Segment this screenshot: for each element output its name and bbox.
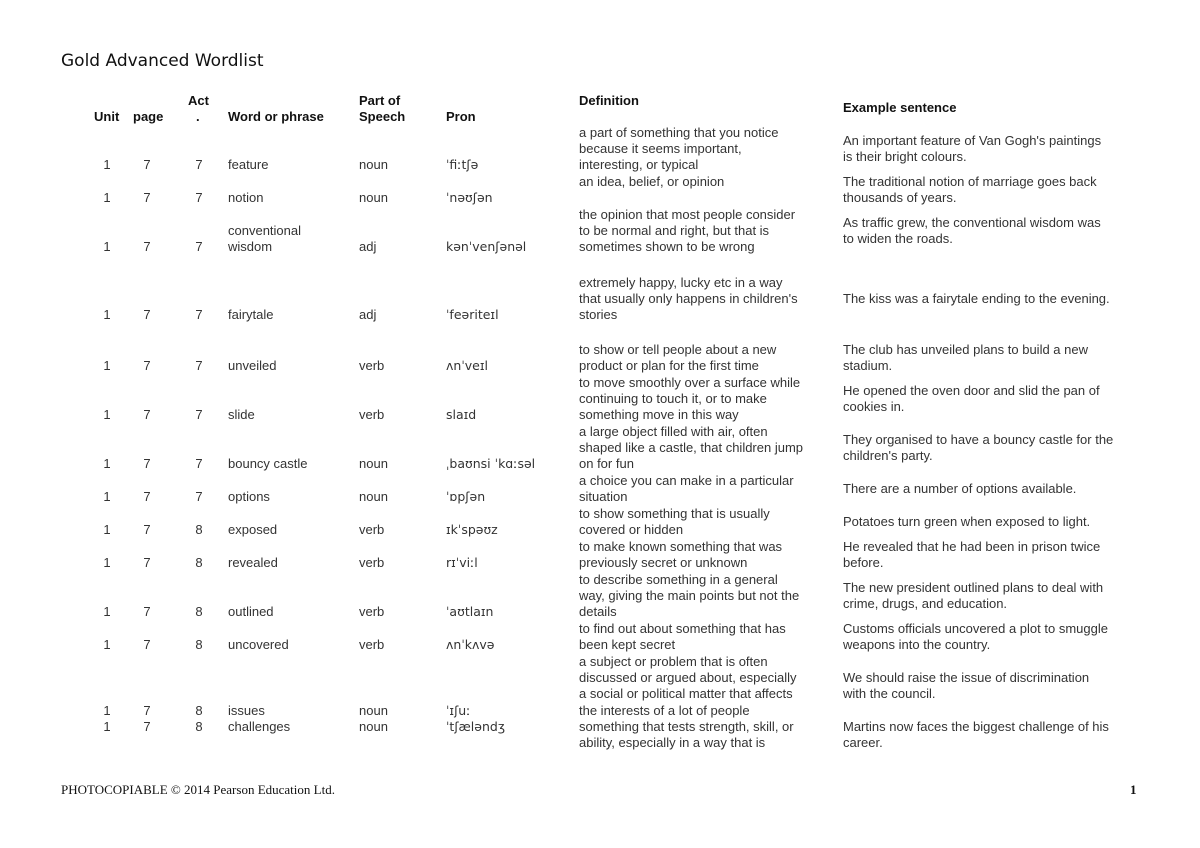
act-cell: 7: [195, 358, 203, 373]
pos-cell: verb: [359, 637, 385, 652]
pron-cell: slaɪd: [446, 407, 477, 422]
unit-cell: 1: [103, 555, 111, 570]
definition-line: covered or hidden: [579, 522, 684, 538]
word-cell: conventional wisdom: [228, 222, 301, 254]
pos-cell: verb: [359, 522, 385, 537]
act-cell: 7: [195, 307, 203, 322]
act-cell: 7: [195, 190, 203, 205]
example-line: stadium.: [843, 358, 893, 374]
definition-line: to be normal and right, but that is: [579, 223, 770, 239]
definition-line: on for fun: [579, 456, 634, 472]
word-cell: exposed: [228, 522, 278, 537]
word-cell: uncovered: [228, 637, 289, 652]
example-line: crime, drugs, and education.: [843, 596, 1008, 612]
pos-cell: noun: [359, 190, 388, 205]
word-cell: challenges: [228, 719, 291, 734]
header-word: Word or phrase: [228, 109, 324, 124]
header-page: page: [133, 109, 164, 124]
definition-line: to describe something in a general: [579, 572, 778, 587]
page-cell: 7: [143, 637, 151, 652]
word-cell: fairytale: [228, 307, 274, 322]
unit-cell: 1: [103, 456, 111, 471]
header-act: [188, 93, 209, 125]
header-pos-line2: Speech: [359, 109, 406, 124]
definition-line: continuing to touch it, or to make: [579, 391, 767, 407]
word-cell: issues: [228, 703, 265, 718]
header-act-line2: .: [196, 109, 200, 124]
definition-line: because it seems important,: [579, 141, 742, 157]
definition-line: a part of something that you notice: [579, 125, 779, 140]
pron-cell: ˈaʊtlaɪn: [446, 604, 494, 619]
act-cell: 8: [195, 522, 203, 537]
example-line: to widen the roads.: [843, 231, 953, 247]
definition-line: a subject or problem that is often: [579, 654, 768, 669]
example-line: Martins now faces the biggest challenge of his: [843, 719, 1109, 734]
pos-cell: verb: [359, 604, 385, 619]
unit-cell: 1: [103, 604, 111, 619]
example-line: There are a number of options available.: [843, 481, 1077, 496]
header-pos: [359, 93, 405, 125]
pos-cell: verb: [359, 555, 385, 570]
act-cell: 8: [195, 719, 203, 734]
pron-cell: ʌnˈkʌvə: [446, 637, 495, 652]
header-unit: Unit: [94, 109, 120, 124]
page-cell: 7: [143, 190, 151, 205]
example-line: As traffic grew, the conventional wisdom was: [843, 215, 1101, 230]
act-cell: 8: [195, 604, 203, 619]
unit-cell: 1: [103, 239, 111, 254]
pos-cell: adj: [359, 307, 377, 322]
definition-line: situation: [579, 489, 628, 505]
example-line: with the council.: [843, 686, 936, 702]
page-cell: 7: [143, 522, 151, 537]
pron-cell: rɪˈviːl: [446, 555, 478, 570]
pos-cell: noun: [359, 719, 388, 734]
pos-cell: verb: [359, 358, 385, 373]
definition-line: to show something that is usually: [579, 506, 770, 521]
definition-line: to make known something that was: [579, 539, 783, 554]
word-cell: bouncy castle: [228, 456, 308, 471]
example-line: before.: [843, 555, 884, 571]
pron-cell: ɪkˈspəʊz: [446, 522, 498, 537]
act-cell: 7: [195, 157, 203, 172]
pos-cell: noun: [359, 456, 388, 471]
example-line: An important feature of Van Gogh's paintings: [843, 133, 1102, 148]
definition-line: details: [579, 604, 617, 620]
unit-cell: 1: [103, 719, 111, 734]
pron-cell: ˈnəʊʃən: [446, 190, 493, 205]
pron-cell: ˈtʃæləndʒ: [446, 719, 506, 734]
act-cell: 7: [195, 489, 203, 504]
unit-cell: 1: [103, 407, 111, 422]
page-cell: 7: [143, 456, 151, 471]
page-cell: 7: [143, 719, 151, 734]
page-cell: 7: [143, 407, 151, 422]
definition-line: extremely happy, lucky etc in a way: [579, 275, 783, 290]
example-line: Customs officials uncovered a plot to smuggle: [843, 621, 1108, 636]
word-cell: outlined: [228, 604, 274, 619]
definition-line: been kept secret: [579, 637, 676, 653]
example-line: He revealed that he had been in prison twice: [843, 539, 1101, 554]
definition-line: a social or political matter that affects: [579, 686, 793, 702]
pron-cell: ˌbaʊnsi ˈkɑːsəl: [446, 456, 536, 471]
definition-line: product or plan for the first time: [579, 358, 759, 374]
example-line: children's party.: [843, 448, 933, 464]
word-cell: options: [228, 489, 270, 504]
unit-cell: 1: [103, 307, 111, 322]
example-line: We should raise the issue of discrimination: [843, 670, 1090, 685]
word-cell: revealed: [228, 555, 278, 570]
definition-line: to find out about something that has: [579, 621, 786, 636]
definition-line: an idea, belief, or opinion: [579, 174, 725, 189]
act-cell: 7: [195, 407, 203, 422]
act-cell: 7: [195, 456, 203, 471]
example-line: weapons into the country.: [843, 637, 991, 653]
definition-line: that usually only happens in children's: [579, 291, 798, 307]
definition-line: ability, especially in a way that is: [579, 735, 766, 751]
definition-line: way, giving the main points but not the: [579, 588, 800, 604]
page-cell: 7: [143, 703, 151, 718]
definition-line: something that tests strength, skill, or: [579, 719, 794, 734]
example-line: thousands of years.: [843, 190, 957, 206]
pron-cell: ˈfeəriteɪl: [446, 307, 499, 322]
definition-line: sometimes shown to be wrong: [579, 239, 755, 255]
definition-line: the opinion that most people consider: [579, 207, 796, 222]
act-cell: 8: [195, 703, 203, 718]
pron-cell: kənˈvenʃənəl: [446, 239, 527, 254]
unit-cell: 1: [103, 637, 111, 652]
definition-line: something move in this way: [579, 407, 739, 423]
word-cell: unveiled: [228, 358, 277, 373]
header-act-line1: Act: [188, 93, 209, 108]
header-example: Example sentence: [843, 100, 957, 115]
definition-line: a choice you can make in a particular: [579, 473, 794, 488]
unit-cell: 1: [103, 522, 111, 537]
pos-cell: noun: [359, 157, 388, 172]
unit-cell: 1: [103, 190, 111, 205]
page-cell: 7: [143, 604, 151, 619]
copyright-footer: PHOTOCOPIABLE © 2014 Pearson Education Ltd.: [61, 782, 335, 797]
pron-cell: ˈfiːtʃə: [446, 157, 479, 172]
page-title: Gold Advanced Wordlist: [61, 51, 264, 71]
definition-line: previously secret or unknown: [579, 555, 748, 571]
definition-line: stories: [579, 307, 618, 323]
pos-cell: noun: [359, 489, 388, 504]
example-line: The kiss was a fairytale ending to the evening.: [843, 291, 1110, 306]
example-line: Potatoes turn green when exposed to light.: [843, 514, 1091, 529]
header-pron: Pron: [446, 109, 476, 124]
pron-cell: ˈɒpʃən: [446, 489, 486, 504]
page-cell: 7: [143, 555, 151, 570]
act-cell: 7: [195, 239, 203, 254]
unit-cell: 1: [103, 358, 111, 373]
unit-cell: 1: [103, 157, 111, 172]
example-line: cookies in.: [843, 399, 905, 415]
word-cell: slide: [228, 407, 255, 422]
pos-cell: verb: [359, 407, 385, 422]
act-cell: 8: [195, 555, 203, 570]
definition-line: shaped like a castle, that children jump: [579, 440, 804, 456]
definition-line: to move smoothly over a surface while: [579, 375, 801, 390]
pron-cell: ʌnˈveɪl: [446, 358, 488, 373]
page-cell: 7: [143, 307, 151, 322]
page-cell: 7: [143, 489, 151, 504]
definition-line: the interests of a lot of people: [579, 702, 750, 718]
example-line: The club has unveiled plans to build a new: [843, 342, 1088, 357]
page-number: 1: [1130, 782, 1137, 797]
definition-line: a large object filled with air, often: [579, 424, 768, 439]
pos-cell: adj: [359, 239, 377, 254]
example-line: The new president outlined plans to deal with: [843, 580, 1104, 595]
page-cell: 7: [143, 157, 151, 172]
example-line: The traditional notion of marriage goes back: [843, 174, 1097, 189]
word-cell: feature: [228, 157, 269, 172]
unit-cell: 1: [103, 489, 111, 504]
example-line: is their bright colours.: [843, 149, 967, 165]
page-cell: 7: [143, 358, 151, 373]
page-cell: 7: [143, 239, 151, 254]
example-line: career.: [843, 735, 883, 751]
pos-cell: noun: [359, 703, 388, 718]
word-cell: notion: [228, 190, 264, 205]
example-line: He opened the oven door and slid the pan of: [843, 383, 1100, 398]
definition-line: interesting, or typical: [579, 157, 699, 173]
unit-cell: 1: [103, 703, 111, 718]
example-line: They organised to have a bouncy castle for the: [843, 432, 1114, 447]
act-cell: 8: [195, 637, 203, 652]
definition-line: discussed or argued about, especially: [579, 670, 797, 686]
definition-line: to show or tell people about a new: [579, 342, 777, 357]
pron-cell: ˈɪʃuː: [446, 703, 471, 718]
header-definition: Definition: [579, 93, 639, 108]
header-pos-line1: Part of: [359, 93, 401, 108]
